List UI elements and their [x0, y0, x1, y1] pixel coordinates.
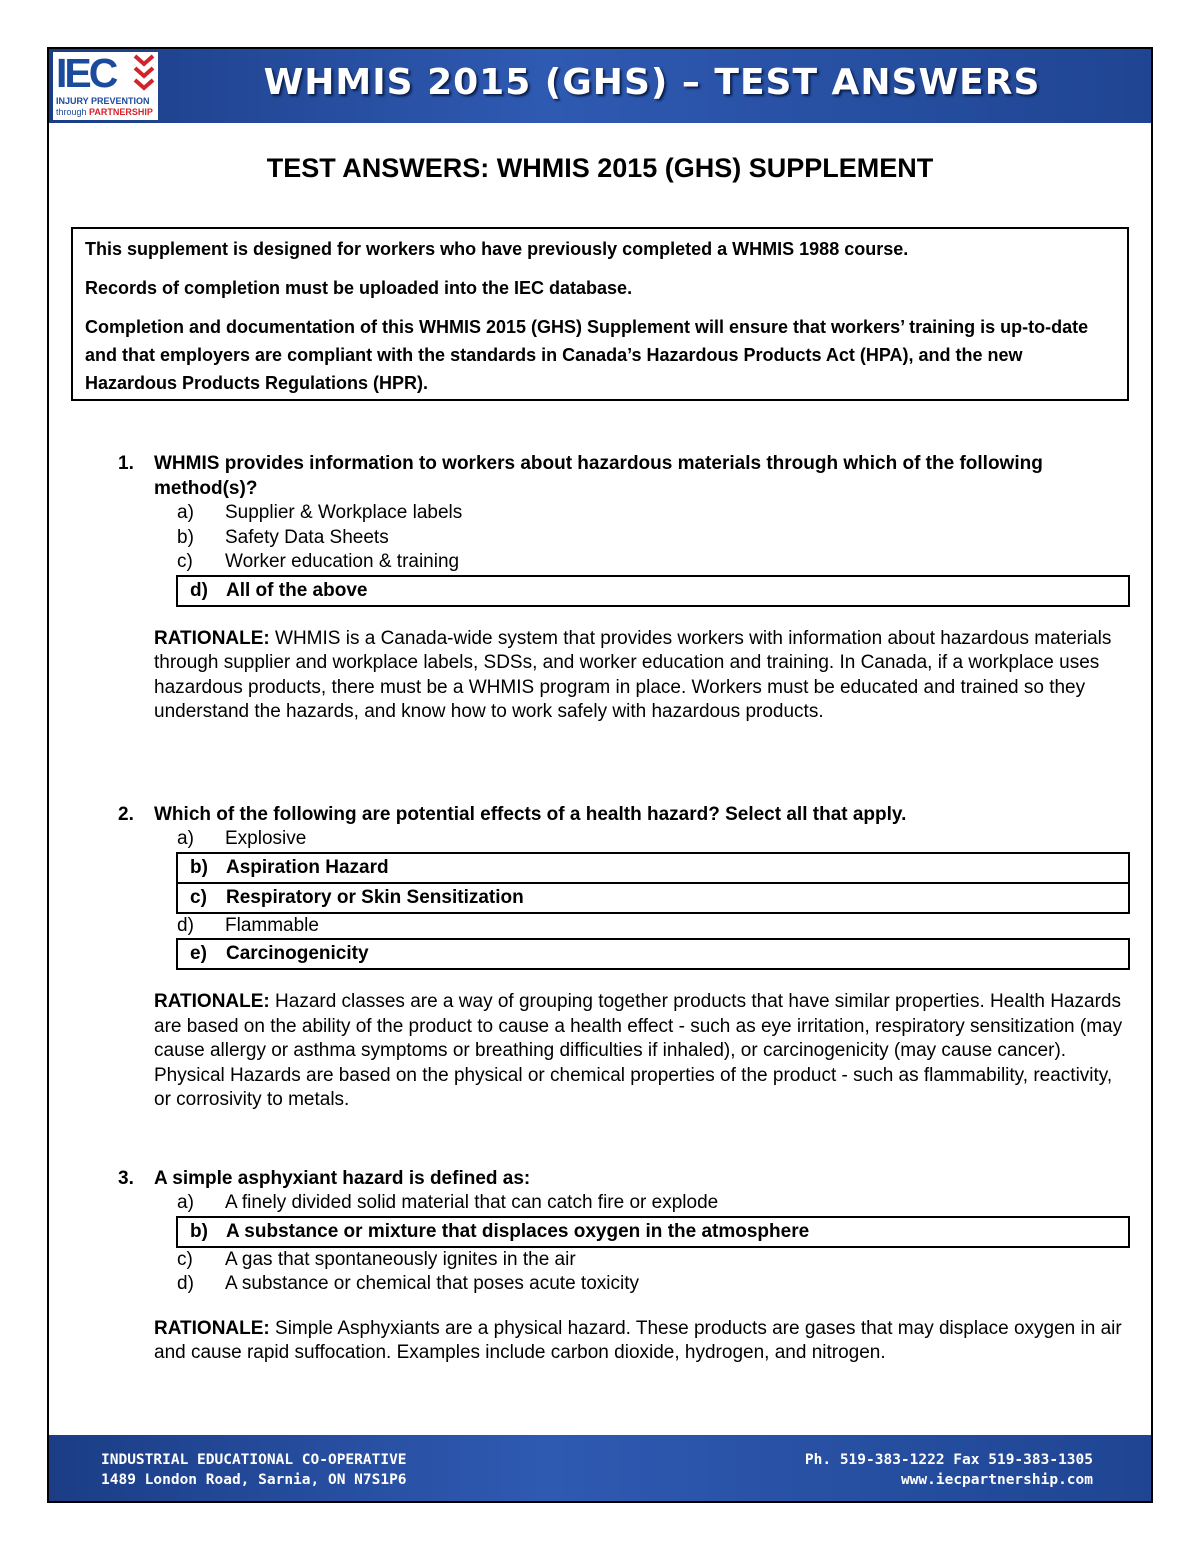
option: a) Explosive [177, 828, 307, 849]
intro-paragraph: This supplement is designed for workers who have previously completed a WHMIS 1988 course. [85, 239, 909, 259]
question-number: 3. [118, 1168, 134, 1189]
answer-option: b) Aspiration Hazard [176, 852, 1130, 884]
header-title: WHMIS 2015 (GHS) – TEST ANSWERS [263, 62, 1041, 103]
question-2 [118, 802, 1130, 1113]
logo-mark: IEC [56, 50, 116, 96]
logo-tagline-1: INJURY PREVENTION [56, 96, 150, 106]
footer-contact-right [805, 1450, 1093, 1490]
answer-option: e) Carcinogenicity [176, 938, 1130, 970]
option: c) Worker education & training [177, 551, 460, 572]
rationale: RATIONALE: Hazard classes are a way of grouping together products that have similar properties. Health Hazards are based on the ability of the product to cause a health effect - such as eye irritation, respiratory sensitization (may cause allergy or asthma symptoms or breathing difficulties if inhaled), or carcinogenicity (may cause cancer). Physical Hazards are based on the physical or chemical properties of the product - such as flammability, reactivity, or corrosivity to metals. [154, 991, 1123, 1110]
answer-option: b) A substance or mixture that displaces oxygen in the atmosphere [176, 1216, 1130, 1248]
page-title: TEST ANSWERS: WHMIS 2015 (GHS) SUPPLEMENT [266, 153, 934, 183]
chevron-down-icon [133, 54, 155, 94]
footer-contact-left [101, 1450, 407, 1490]
option: c) A gas that spontaneously ignites in the air [177, 1248, 576, 1270]
rationale: RATIONALE: WHMIS is a Canada-wide system that provides workers with information about hazardous materials through supplier and workplace labels, SDSs, and worker education and training. In Canada, if a workplace uses hazardous products, there must be a WHMIS program in place. Workers must be educated and trained so they understand the hazards, and know how to work safely with hazardous products. [154, 627, 1112, 722]
footer-banner [49, 1435, 1151, 1501]
intro-paragraph: Records of completion must be uploaded into the IEC database. [85, 278, 633, 298]
logo-tagline-2: through PARTNERSHIP [56, 107, 153, 117]
footer-address: 1489 London Road, Sarnia, ON N7S1P6 [101, 1472, 407, 1488]
footer-website[interactable]: www.iecpartnership.com [900, 1472, 1093, 1488]
question-3 [118, 1166, 1130, 1366]
question-text: 2. Which of the following are potential effects of a health hazard? Select all that apply. [118, 804, 907, 825]
question-text: 1. WHMIS provides information to workers about hazardous materials through which of the following method(s)? [118, 453, 1043, 499]
answer-option: d) All of the above [176, 575, 1130, 607]
footer-phone: Ph. 519-383-1222 Fax 519-383-1305 [804, 1452, 1093, 1468]
question-text: 3. A simple asphyxiant hazard is defined as: [118, 1168, 531, 1189]
option: d) Flammable [177, 914, 319, 936]
intro-box [71, 227, 1129, 401]
option: a) A finely divided solid material that can catch fire or explode [177, 1192, 719, 1213]
question-number: 2. [118, 804, 134, 825]
option: b) Safety Data Sheets [177, 526, 389, 548]
question-number: 1. [118, 453, 134, 474]
option: d) A substance or chemical that poses acute toxicity [177, 1273, 639, 1294]
iec-logo [53, 52, 158, 120]
option: a) Supplier & Workplace labels [177, 502, 463, 523]
rationale: RATIONALE: Simple Asphyxiants are a physical hazard. These products are gases that may displace oxygen in air and cause rapid suffocation. Examples include carbon dioxide, hydrogen, and nitrogen. [154, 1317, 1122, 1363]
answer-option: c) Respiratory or Skin Sensitization [176, 882, 1130, 914]
question-1 [118, 451, 1130, 725]
footer-org: INDUSTRIAL EDUCATIONAL CO-OPERATIVE [101, 1452, 407, 1468]
intro-paragraph: Completion and documentation of this WHMIS 2015 (GHS) Supplement will ensure that workers’ training is up-to-date and that employers are compliant with the standards in Canada’s Hazardous Products Act (HPA), and the new Hazardous Products Regulations (HPR). [85, 317, 1089, 393]
